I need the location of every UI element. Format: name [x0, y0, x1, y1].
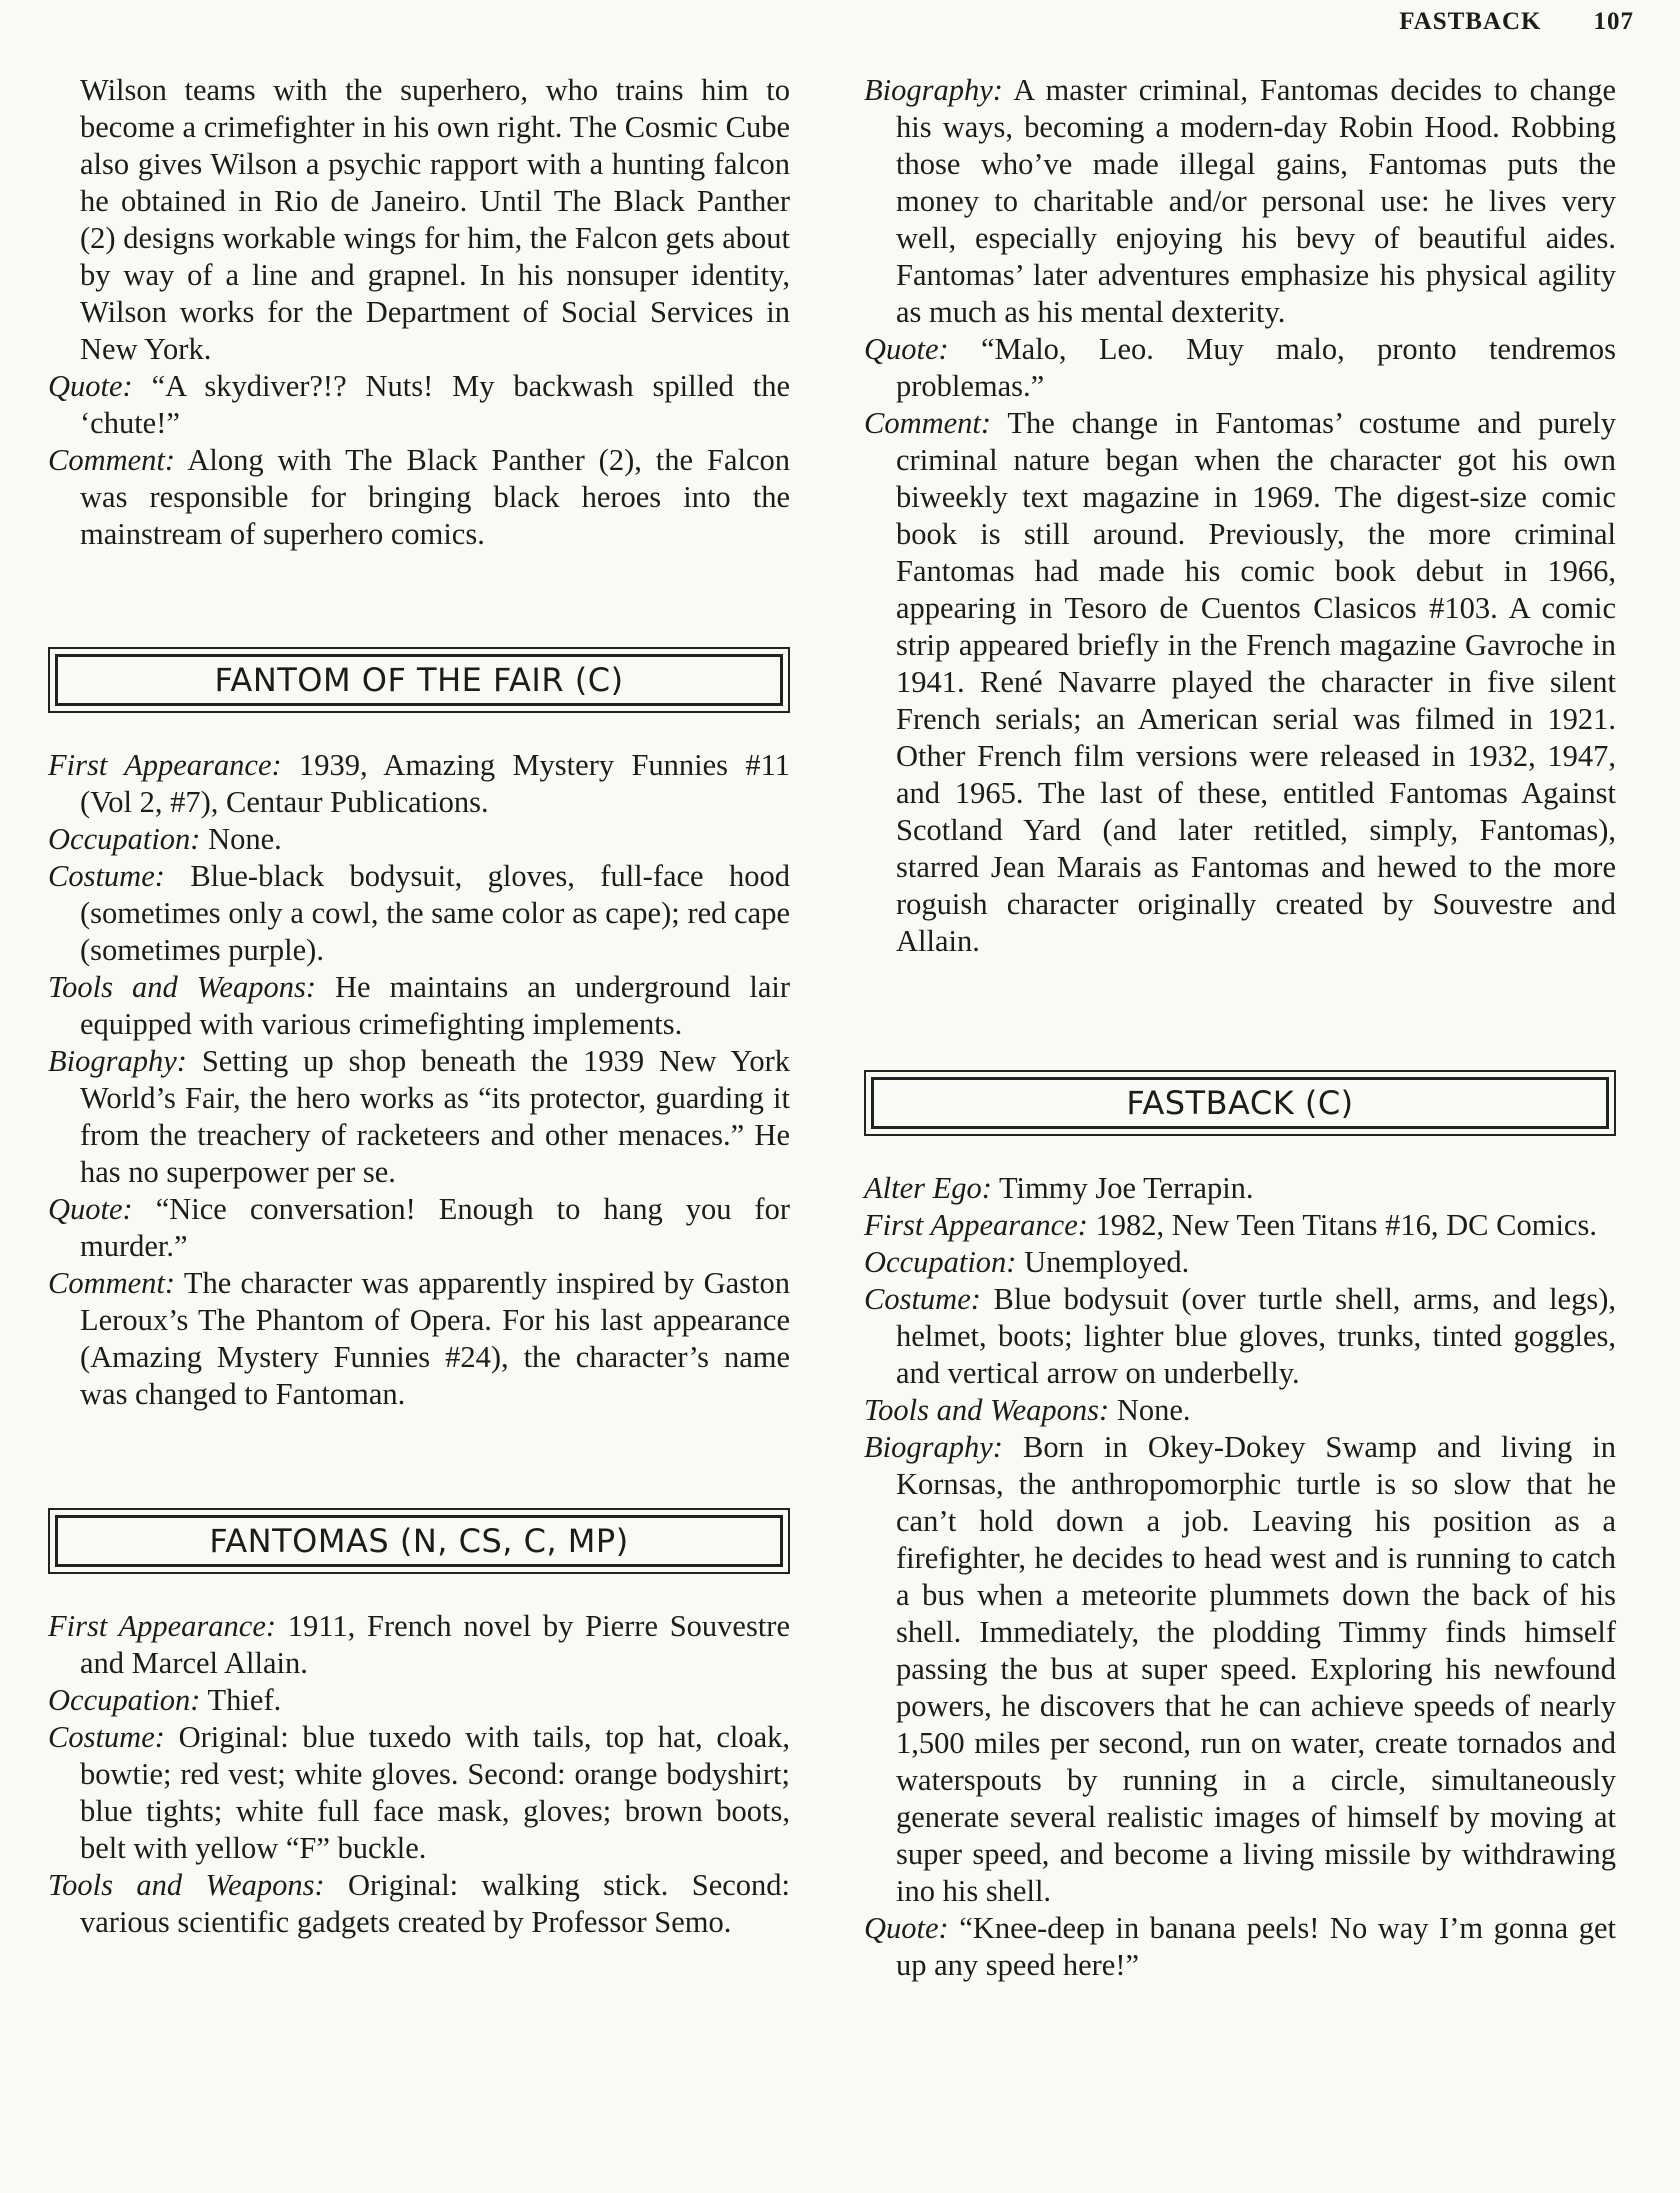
field-value: Original: blue tuxedo with tails, top hat, cloak, bowtie; red vest; white gloves. Second: orange bodyshirt; blue tights; white full face mask, gloves; brown boots, belt with yellow “F” buckle.	[80, 1720, 790, 1865]
field-value: 1911, French novel by Pierre Souvestre and Marcel Allain.	[80, 1609, 790, 1680]
field-label: Biography:	[864, 73, 1003, 107]
field-value: He maintains an underground lair equipped with various crimefighting implements.	[80, 970, 790, 1041]
falcon-comment	[48, 442, 790, 553]
comment	[864, 405, 1616, 960]
field-label: Alter Ego:	[864, 1171, 992, 1205]
occupation	[864, 1244, 1616, 1281]
entry-heading: FASTBACK (C)	[871, 1077, 1609, 1129]
field-value: Setting up shop beneath the 1939 New York World’s Fair, the hero works as “its protector, guarding it from the treachery of racketeers and other menaces.” He has no superpower per se.	[80, 1044, 790, 1189]
alter-ego	[864, 1170, 1616, 1207]
field-label: Occupation:	[48, 822, 201, 856]
field-label: Occupation:	[48, 1683, 201, 1717]
field-value: The character was apparently inspired by Gaston Leroux’s The Phantom of Opera. For his last appearance (Amazing Mystery Funnies #24), the character’s name was changed to Fantoman.	[80, 1266, 791, 1411]
field-value: 1939, Amazing Mystery Funnies #11 (Vol 2, #7), Centaur Publications.	[80, 748, 791, 819]
field-value: “Nice conversation! Enough to hang you for murder.”	[80, 1192, 790, 1263]
field-label: Tools and Weapons:	[864, 1393, 1110, 1427]
field-value: Original: walking stick. Second: various scientific gadgets created by Professor Semo.	[80, 1868, 790, 1939]
field-value: “Knee-deep in banana peels! No way I’m gonna get up any speed here!”	[896, 1911, 1616, 1982]
field-value: Blue-black bodysuit, gloves, full-face hood (sometimes only a cowl, the same color as cape); red cape (sometimes purple).	[80, 859, 790, 967]
field-label: Tools and Weapons:	[48, 1868, 325, 1902]
comment-label: Comment:	[48, 443, 176, 477]
field-value: The change in Fantomas’ costume and purely criminal nature began when the character got his own biweekly text magazine in 1969. The digest-size comic book is still around. Previously, the more criminal Fantomas had made his comic book debut in 1966, appearing in Tesoro de Cuentos Clasicos #103. A comic strip appeared briefly in the French magazine Gavroche in 1941. René Navarre played the character in five silent French serials; an American serial was filmed in 1921. Other French film versions were released in 1932, 1947, and 1965. The last of these, entitled Fantomas Against Scotland Yard (and later retitled, simply, Fantomas), starred Jean Marais as Fantomas and hewed to the more roguish character originally created by Souvestre and Allain.	[896, 406, 1616, 958]
tools-and-weapons	[48, 1867, 790, 1941]
field-value: None.	[208, 822, 282, 856]
falcon-quote	[48, 368, 790, 442]
field-value: Blue bodysuit (over turtle shell, arms, and legs), helmet, boots; lighter blue gloves, trunks, tinted goggles, and vertical arrow on underbelly.	[896, 1282, 1616, 1390]
field-value: A master criminal, Fantomas decides to change his ways, becoming a modern-day Robin Hood. Robbing those who’ve made illegal gains, Fantomas puts the money to charitable and/or personal use: he lives very well, especially enjoying his bevy of beautiful aides. Fantomas’ later adventures emphasize his physical agility as much as his mental dexterity.	[896, 73, 1616, 329]
biography	[48, 1043, 790, 1191]
occupation	[48, 821, 790, 858]
costume	[48, 1719, 790, 1867]
field-label: Comment:	[48, 1266, 176, 1300]
right-column	[864, 72, 1616, 1984]
tools-and-weapons	[48, 969, 790, 1043]
field-label: Quote:	[48, 1192, 133, 1226]
field-label: Tools and Weapons:	[48, 970, 316, 1004]
running-head-title: FASTBACK	[1399, 8, 1542, 35]
costume	[48, 858, 790, 969]
field-value: “Malo, Leo. Muy malo, pronto tendremos problemas.”	[896, 332, 1617, 403]
first-appearance	[48, 1608, 790, 1682]
field-label: First Appearance:	[48, 1609, 277, 1643]
quote	[864, 331, 1616, 405]
field-value: Born in Okey-Dokey Swamp and living in Kornsas, the anthropomorphic turtle is so slow that he can’t hold down a job. Leaving his position as a firefighter, he decides to head west and is running to catch a bus when a meteorite plummets down the back of his shell. Immediately, the plodding Timmy finds himself passing the bus at super speed. Exploring his newfound powers, he discovers that he can achieve speeds of nearly 1,500 miles per second, run on water, create tornados and waterspouts by running in a circle, simultaneously generate several realistic images of himself by moving at super speed, and become a living missile by withdrawing ino his shell.	[896, 1430, 1616, 1908]
costume	[864, 1281, 1616, 1392]
biography	[864, 1429, 1616, 1910]
field-label: First Appearance:	[864, 1208, 1088, 1242]
field-value: Unemployed.	[1024, 1245, 1190, 1279]
field-label: First Appearance:	[48, 748, 282, 782]
quote	[864, 1910, 1616, 1984]
field-label: Quote:	[864, 332, 949, 366]
field-value: Thief.	[207, 1683, 282, 1717]
fantom-of-the-fair-heading-box	[48, 647, 790, 713]
field-label: Occupation:	[864, 1245, 1017, 1279]
first-appearance	[864, 1207, 1616, 1244]
fantomas-heading-box	[48, 1508, 790, 1574]
left-column	[48, 72, 790, 1941]
running-head	[1399, 8, 1634, 36]
quote-text: “A skydiver?!? Nuts! My backwash spilled the ‘chute!”	[80, 369, 790, 440]
field-label: Biography:	[864, 1430, 1003, 1464]
tools-and-weapons	[864, 1392, 1616, 1429]
quote	[48, 1191, 790, 1265]
comment-text: Along with The Black Panther (2), the Falcon was responsible for bringing black heroes into the mainstream of superhero comics.	[80, 443, 790, 551]
field-label: Comment:	[864, 406, 992, 440]
biography	[864, 72, 1616, 331]
field-label: Costume:	[864, 1282, 981, 1316]
field-label: Costume:	[48, 859, 165, 893]
quote-label: Quote:	[48, 369, 133, 403]
first-appearance	[48, 747, 790, 821]
field-label: Quote:	[864, 1911, 949, 1945]
occupation	[48, 1682, 790, 1719]
falcon-continuation: Wilson teams with the superhero, who trains him to become a crimefighter in his own right. The Cosmic Cube also gives Wilson a psychic rapport with a hunting falcon he obtained in Rio de Janeiro. Until The Black Panther (2) designs workable wings for him, the Falcon gets about by way of a line and grapnel. In his nonsuper identity, Wilson works for the Department of Social Services in New York.	[80, 73, 790, 366]
entry-heading: FANTOMAS (N, CS, C, MP)	[55, 1515, 783, 1567]
page-number: 107	[1593, 8, 1634, 35]
field-value: 1982, New Teen Titans #16, DC Comics.	[1095, 1208, 1597, 1242]
field-value: None.	[1116, 1393, 1191, 1427]
entry-heading: FANTOM OF THE FAIR (C)	[55, 654, 783, 706]
field-label: Biography:	[48, 1044, 187, 1078]
fastback-heading-box	[864, 1070, 1616, 1136]
field-value: Timmy Joe Terrapin.	[998, 1171, 1254, 1205]
comment	[48, 1265, 790, 1413]
field-label: Costume:	[48, 1720, 165, 1754]
